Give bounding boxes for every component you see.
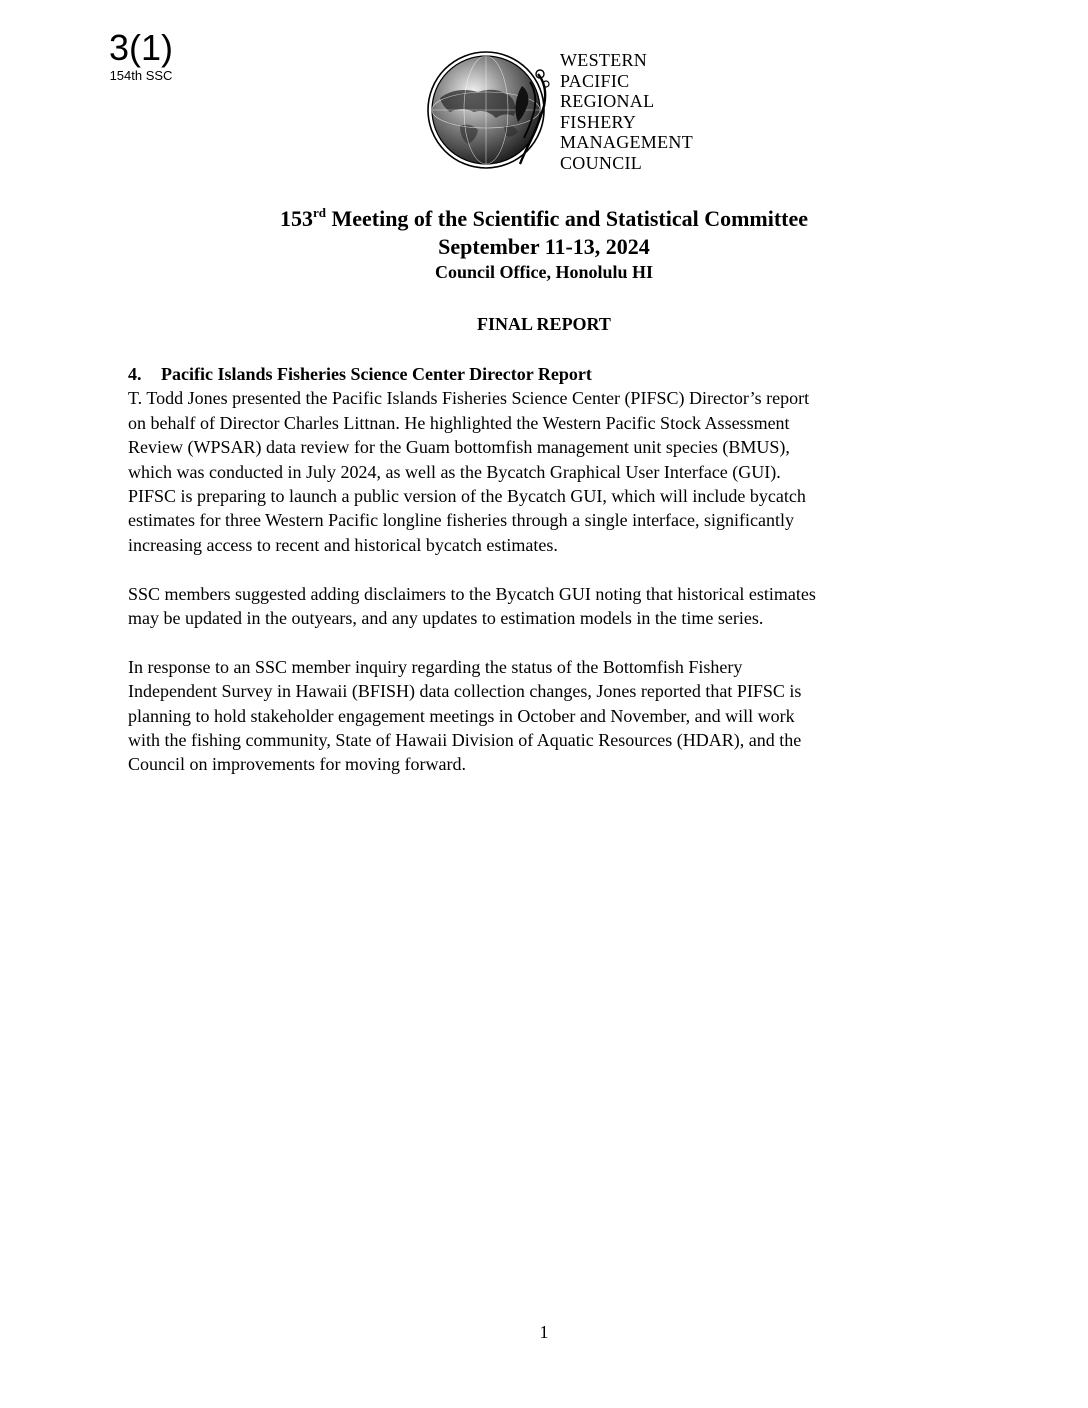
agenda-item-number: 3(1) <box>108 27 174 68</box>
meeting-ordinal-suffix: rd <box>312 205 326 220</box>
meeting-title-text: Meeting of the Scientific and Statistical Committee <box>325 206 809 231</box>
page-number: 1 <box>539 1322 549 1342</box>
council-name-line: FISHERY <box>560 111 637 132</box>
paragraph-line: with the fishing community, State of Hawaii Division of Aquatic Resources (HDAR), and the <box>128 730 802 751</box>
paragraph-line: which was conducted in July 2024, as well as the Bycatch Graphical User Interface (GUI). <box>128 461 781 482</box>
section-number: 4. <box>128 364 142 384</box>
paragraph-line: In response to an SSC member inquiry regarding the status of the Bottomfish Fishery <box>128 656 743 677</box>
paragraph-line: T. Todd Jones presented the Pacific Islands Fisheries Science Center (PIFSC) Director’s report <box>128 388 810 409</box>
council-name-line: PACIFIC <box>560 70 630 91</box>
section-title: Pacific Islands Fisheries Science Center Director Report <box>161 364 592 384</box>
paragraph-line: may be updated in the outyears, and any updates to estimation models in the time series. <box>128 608 764 629</box>
meeting-tag: 154th SSC <box>109 68 173 83</box>
paragraph-line: increasing access to recent and historical bycatch estimates. <box>128 534 558 555</box>
report-body <box>128 362 960 777</box>
paragraph <box>128 386 960 557</box>
meeting-title <box>0 204 1088 234</box>
globe-seal-icon <box>426 46 554 174</box>
council-logo <box>426 46 716 174</box>
paragraph-spacer <box>128 630 960 654</box>
council-name-line: WESTERN <box>560 50 648 70</box>
corner-label <box>96 28 186 84</box>
meeting-ordinal-number: 153 <box>279 206 313 231</box>
paragraph-line: on behalf of Director Charles Littnan. He highlighted the Western Pacific Stock Assessment <box>128 412 790 433</box>
report-label: FINAL REPORT <box>477 314 611 334</box>
paragraph-line: Review (WPSAR) data review for the Guam bottomfish management unit species (BMUS), <box>128 437 790 458</box>
meeting-dates: September 11-13, 2024 <box>438 234 650 259</box>
paragraph-line: estimates for three Western Pacific longline fisheries through a single interface, significantly <box>128 510 794 531</box>
paragraph <box>128 655 960 777</box>
paragraph-line: PIFSC is preparing to launch a public version of the Bycatch GUI, which will include bycatch <box>128 486 806 507</box>
council-name <box>560 50 693 173</box>
paragraph <box>128 582 960 631</box>
paragraph-line: SSC members suggested adding disclaimers to the Bycatch GUI noting that historical estimates <box>128 583 816 604</box>
paragraph-line: Independent Survey in Hawaii (BFISH) data collection changes, Jones reported that PIFSC is <box>128 681 802 702</box>
council-name-line: COUNCIL <box>560 152 643 173</box>
document-title-block <box>0 204 1088 284</box>
paragraph-line: planning to hold stakeholder engagement meetings in October and November, and will work <box>128 705 795 726</box>
meeting-location: Council Office, Honolulu HI <box>434 262 654 282</box>
council-name-line: REGIONAL <box>560 91 655 111</box>
paragraph-spacer <box>128 557 960 581</box>
section-heading <box>128 362 960 386</box>
council-name-line: MANAGEMENT <box>560 132 693 152</box>
paragraph-line: Council on improvements for moving forward. <box>128 754 466 775</box>
